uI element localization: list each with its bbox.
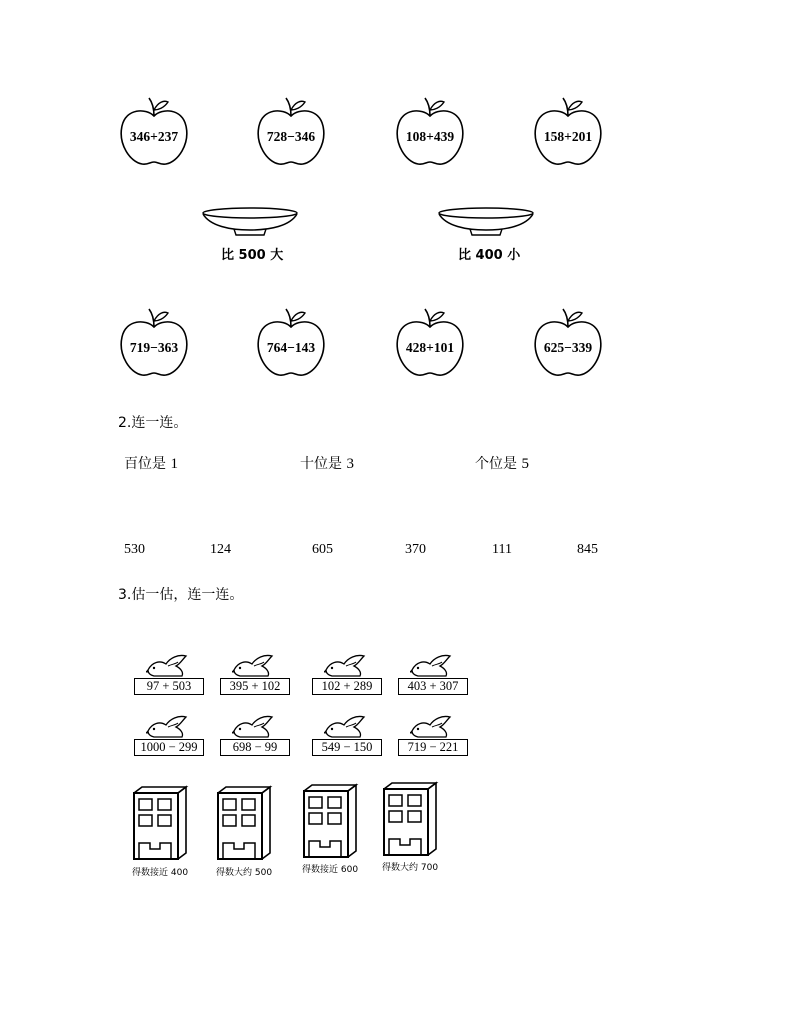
bird-expression: 698 − 99 <box>220 739 290 756</box>
plate-left-label: 比 500 大 <box>221 248 284 263</box>
category-label: 百位是 <box>124 456 166 472</box>
bird-icon <box>232 713 276 741</box>
apple-expression: 764−143 <box>266 340 316 355</box>
building-icon <box>214 785 284 861</box>
bird-expression: 403 + 307 <box>398 678 468 695</box>
bird-expression: 102 + 289 <box>312 678 382 695</box>
bird-card[interactable] <box>312 652 384 698</box>
building-icon <box>300 783 370 859</box>
bird-icon <box>232 652 276 680</box>
bird-icon <box>146 713 190 741</box>
plate-left-icon[interactable] <box>200 206 300 238</box>
number-item[interactable]: 124 <box>210 542 231 557</box>
category-digit: 3 <box>346 456 354 472</box>
building-4[interactable] <box>380 781 450 873</box>
building-label: 得数接近 600 <box>302 865 359 875</box>
category-tens[interactable] <box>300 453 354 473</box>
number-item[interactable]: 370 <box>405 542 426 557</box>
bird-expression: 1000 − 299 <box>134 739 204 756</box>
bird-icon <box>410 652 454 680</box>
bird-card[interactable] <box>220 652 292 698</box>
category-digit: 5 <box>521 456 529 472</box>
apple-4[interactable] <box>530 96 606 172</box>
number-item[interactable]: 111 <box>492 542 512 557</box>
category-label: 十位是 <box>300 456 342 472</box>
category-label: 个位是 <box>475 456 517 472</box>
building-3[interactable] <box>300 783 370 875</box>
apple-3[interactable] <box>392 96 468 172</box>
bird-icon <box>146 652 190 680</box>
bird-card[interactable] <box>312 713 384 759</box>
number-item[interactable]: 605 <box>312 542 333 557</box>
building-label: 得数接近 400 <box>132 868 189 878</box>
apple-expression: 625−339 <box>543 340 593 355</box>
bird-expression: 97 + 503 <box>134 678 204 695</box>
building-icon <box>130 785 200 861</box>
category-ones[interactable] <box>475 453 529 473</box>
apple-expression: 728−346 <box>266 129 316 144</box>
bird-expression: 395 + 102 <box>220 678 290 695</box>
bird-icon <box>324 652 368 680</box>
building-icon <box>380 781 450 857</box>
question-2-title: 2.连一连。 <box>118 415 188 431</box>
number-item[interactable]: 530 <box>124 542 145 557</box>
apple-6[interactable] <box>253 307 329 383</box>
apple-expression: 428+101 <box>405 340 455 355</box>
bird-icon <box>324 713 368 741</box>
apple-expression: 158+201 <box>543 129 593 144</box>
bird-expression: 549 − 150 <box>312 739 382 756</box>
building-label: 得数大约 500 <box>216 868 273 878</box>
bird-card[interactable] <box>398 652 470 698</box>
number-item[interactable]: 845 <box>577 542 598 557</box>
bird-card[interactable] <box>134 713 206 759</box>
bird-card[interactable] <box>134 652 206 698</box>
bird-icon <box>410 713 454 741</box>
apple-2[interactable] <box>253 96 329 172</box>
plate-right-icon[interactable] <box>436 206 536 238</box>
building-label: 得数大约 700 <box>382 863 439 873</box>
apple-expression: 346+237 <box>129 129 179 144</box>
apple-5[interactable] <box>116 307 192 383</box>
bird-card[interactable] <box>220 713 292 759</box>
building-2[interactable] <box>214 785 284 878</box>
apple-expression: 108+439 <box>405 129 455 144</box>
plate-right-label: 比 400 小 <box>458 248 521 263</box>
apple-7[interactable] <box>392 307 468 383</box>
apple-8[interactable] <box>530 307 606 383</box>
category-digit: 1 <box>170 456 178 472</box>
category-hundreds[interactable] <box>124 453 178 473</box>
bird-card[interactable] <box>398 713 470 759</box>
apple-expression: 719−363 <box>129 340 179 355</box>
question-3-title: 3.估一估，连一连。 <box>118 587 244 603</box>
apple-1[interactable] <box>116 96 192 172</box>
bird-expression: 719 − 221 <box>398 739 468 756</box>
building-1[interactable] <box>130 785 200 878</box>
